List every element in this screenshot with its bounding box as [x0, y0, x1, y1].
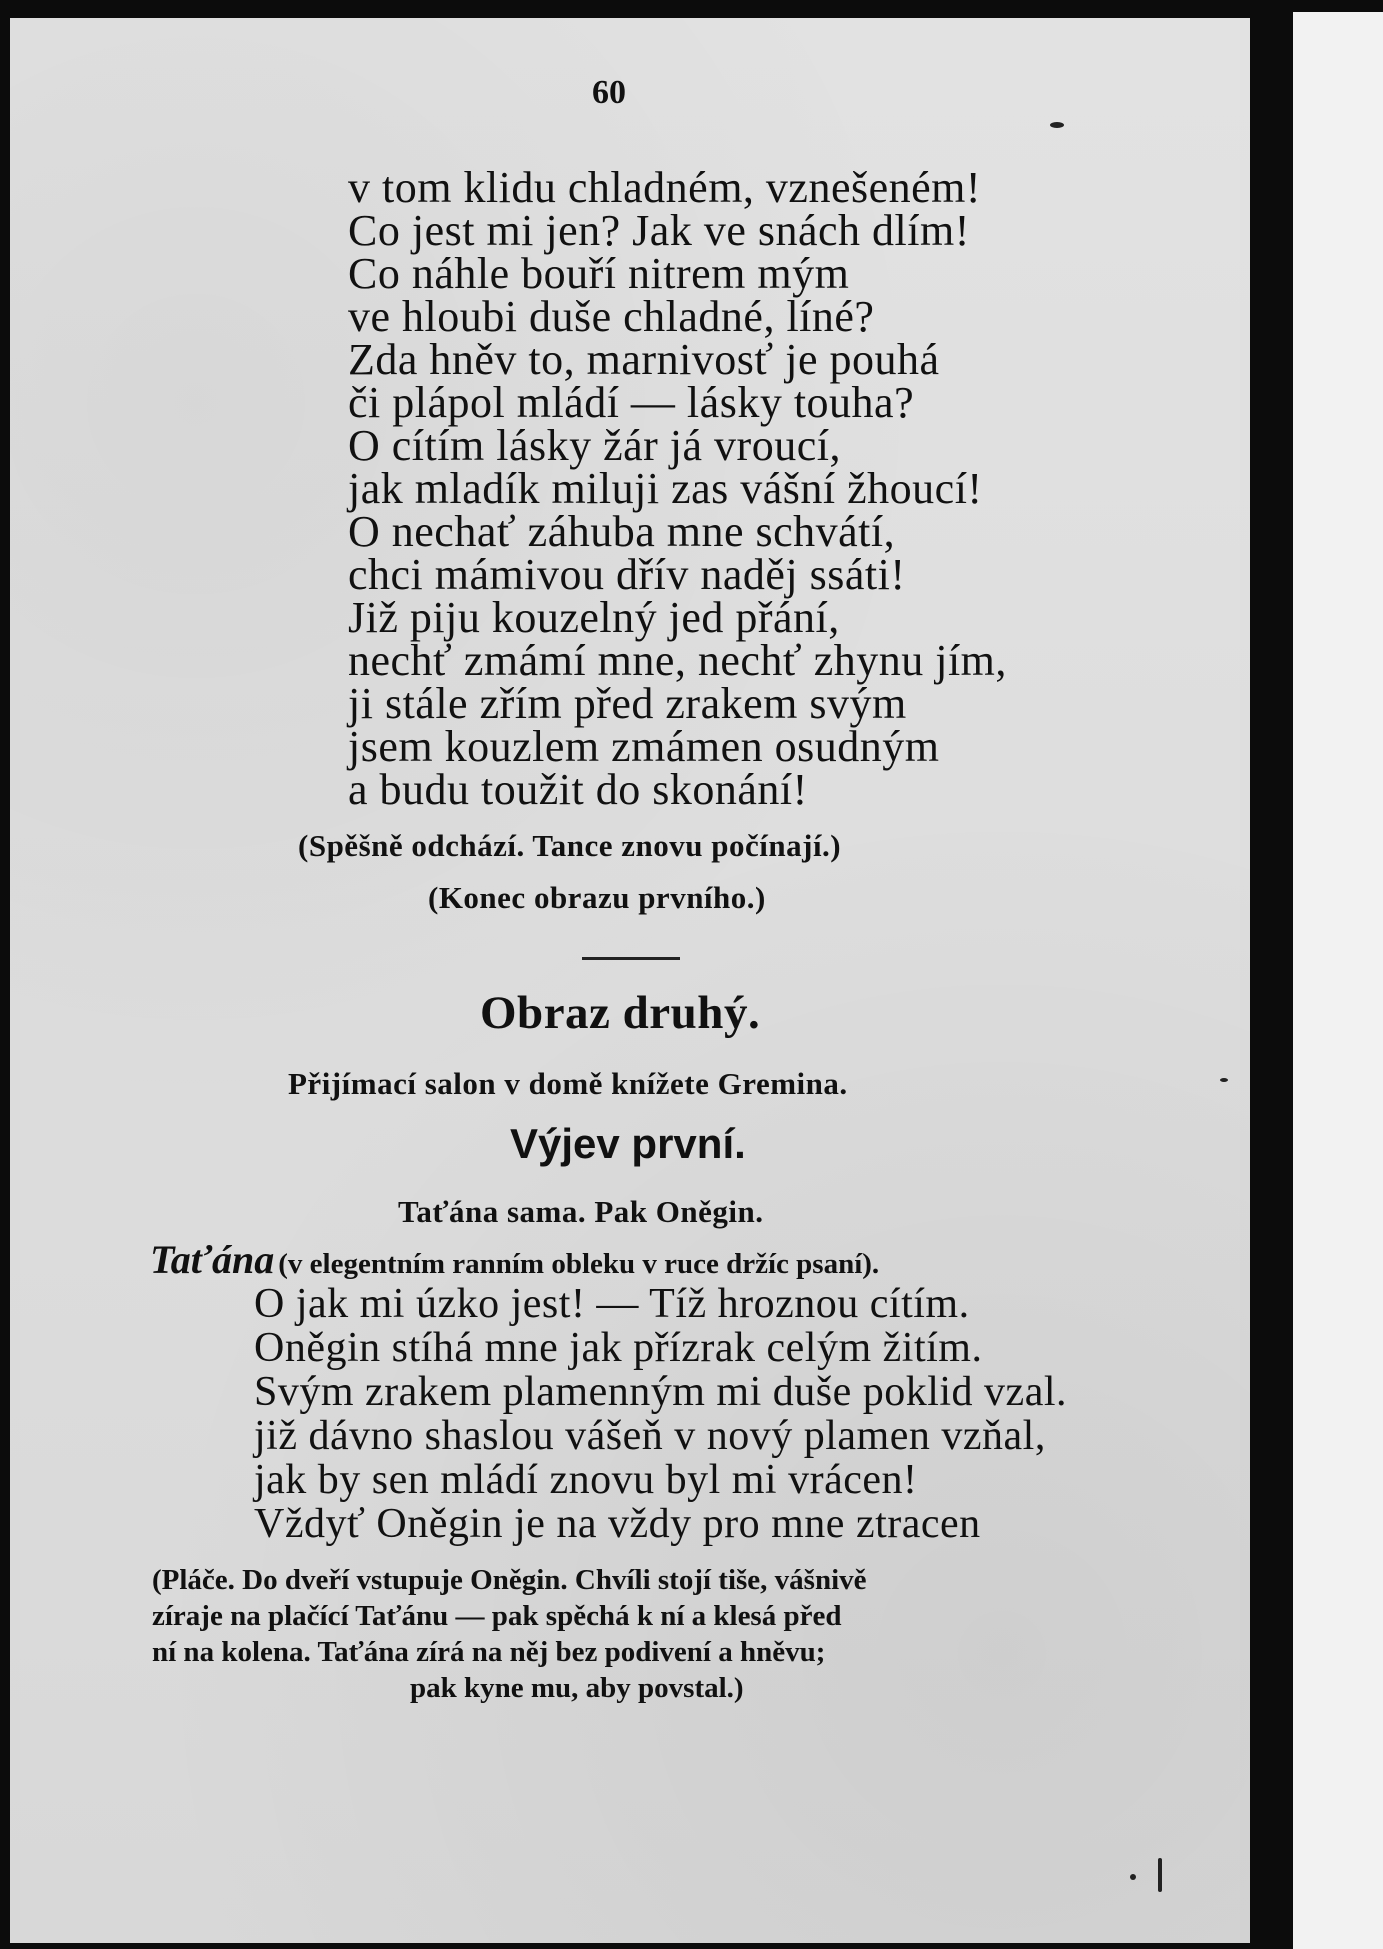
speech-line: Svým zrakem plamenným mi duše poklid vzal.: [254, 1369, 1068, 1415]
scan-speck: [1130, 1874, 1136, 1880]
speech-line: O jak mi úzko jest! — Tíž hroznou cítím.: [254, 1281, 970, 1327]
scene-title: Obraz druhý.: [480, 987, 761, 1039]
speaker-name: Taťána: [150, 1237, 275, 1282]
act-title: Výjev první.: [510, 1120, 746, 1167]
section-divider: [582, 957, 680, 960]
speech-line: již dávno shaslou vášeň v nový plamen vzňal,: [254, 1413, 1046, 1459]
verse-line: ji stále zřím před zrakem svým: [348, 679, 907, 728]
book-page: [10, 18, 1250, 1943]
verse-line: O nechať záhuba mne schvátí,: [348, 507, 896, 556]
verse-line: nechť zmámí mne, nechť zhynu jím,: [348, 636, 1007, 685]
scan-speck: [1050, 122, 1064, 128]
verse-line: O cítím lásky žár já vroucí,: [348, 421, 841, 470]
stage-direction-line: pak kyne mu, aby povstal.): [410, 1672, 744, 1704]
stage-direction-line: (Pláče. Do dveří vstupuje Oněgin. Chvíli stojí tiše, vášnivě: [152, 1564, 867, 1596]
speech-line: jak by sen mládí znovu byl mi vrácen!: [254, 1457, 918, 1503]
stage-direction-line: ní na kolena. Taťána zírá na něj bez podivení a hněvu;: [152, 1636, 826, 1668]
verse-line: jak mladík miluji zas vášní žhoucí!: [348, 464, 983, 513]
adjacent-page-edge: [1283, 12, 1383, 1949]
verse-line: či plápol mládí — lásky touha?: [348, 378, 915, 427]
verse-line: jsem kouzlem zmámen osudným: [348, 722, 940, 771]
scene-setting: Přijímací salon v domě knížete Gremina.: [288, 1066, 848, 1101]
scan-speck: [1158, 1858, 1162, 1892]
verse-line: Zda hněv to, marnivosť je pouhá: [348, 335, 940, 384]
stage-direction: (Konec obrazu prvního.): [428, 880, 766, 915]
speaker-line: [150, 1236, 879, 1283]
verse-line: ve hloubi duše chladné, líné?: [348, 292, 875, 341]
page-number: 60: [592, 74, 626, 111]
verse-line: Již piju kouzelný jed přání,: [348, 593, 840, 642]
scan-speck: [1220, 1078, 1228, 1082]
speech-line: Vždyť Oněgin je na vždy pro mne ztracen: [254, 1501, 981, 1547]
character-list: Taťána sama. Pak Oněgin.: [398, 1194, 764, 1229]
verse-line: v tom klidu chladném, vznešeném!: [348, 163, 982, 212]
speech-line: Oněgin stíhá mne jak přízrak celým žitím.: [254, 1325, 983, 1371]
stage-direction-line: zíraje na plačící Taťánu — pak spěchá k ní a klesá před: [152, 1600, 842, 1632]
verse-line: chci mámivou dřív naděj ssáti!: [348, 550, 906, 599]
stage-direction: (Spěšně odchází. Tance znovu počínají.): [298, 828, 842, 863]
verse-line: Co jest mi jen? Jak ve snách dlím!: [348, 206, 970, 255]
verse-line: Co náhle bouří nitrem mým: [348, 249, 850, 298]
speaker-direction: (v elegentním ranním obleku v ruce držíc psaní).: [278, 1248, 880, 1280]
verse-line: a budu toužit do skonání!: [348, 765, 808, 814]
